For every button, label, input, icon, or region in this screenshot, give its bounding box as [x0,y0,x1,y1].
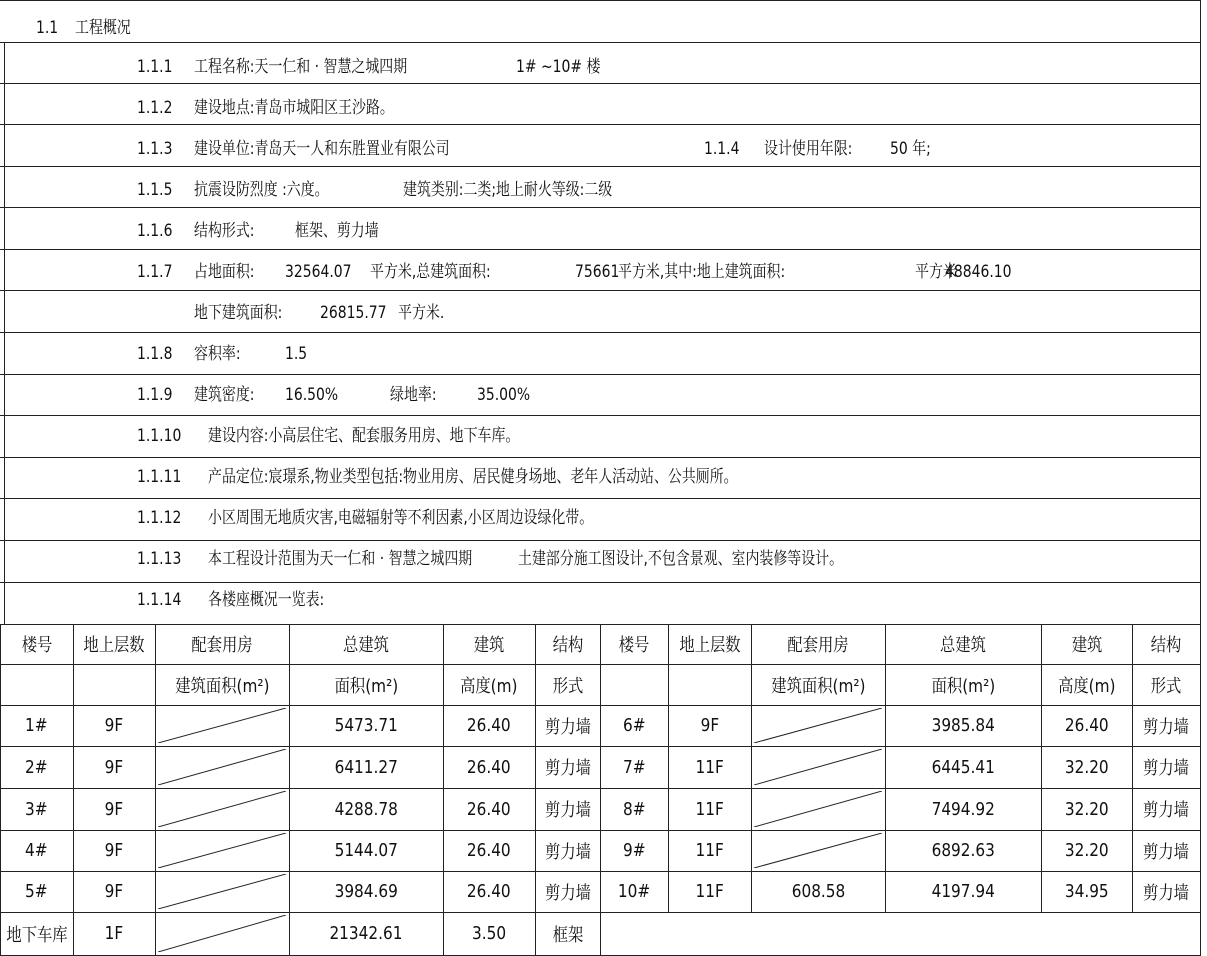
table-header-cell: 地上层数 [678,635,741,656]
line-text: 平方米,其中:地上建筑面积: [618,262,786,282]
rule-line [0,42,1200,43]
table-cell: 11F [695,840,724,861]
table-cell: 剪力墙 [544,758,591,779]
line-text: 建设内容:小高层住宅、配套服务用房、地下车库。 [208,426,520,446]
line-text: 占地面积: [194,262,255,282]
line-text: 建设地点:青岛市城阳区王沙路。 [194,98,394,118]
rule-line [0,290,1200,291]
rule-line [600,912,601,955]
table-cell: 8# [622,798,646,820]
table-cell: 32.20 [1064,798,1109,820]
table-cell: 26.40 [1064,715,1109,736]
table-cell: 3984.69 [334,881,398,902]
line-num: 1.1.7 [137,262,173,282]
table-cell: 26.40 [467,798,511,820]
table-header-cell: 高度(m) [460,675,518,697]
rule-line [0,249,1200,250]
table-header-cell: 面积(m²) [334,675,398,697]
rule-line [0,498,1200,499]
table-header-cell: 面积(m²) [931,675,995,697]
table-header-cell: 形式 [552,675,583,697]
line-extra: 设计使用年限: [764,139,853,159]
table-cell: 26.40 [467,756,511,778]
table-cell: 剪力墙 [1143,841,1189,863]
line-text: 工程名称:天一仁和 · 智慧之城四期 [194,57,408,77]
empty-cell-slash [158,749,286,785]
table-cell: 32.20 [1064,840,1109,861]
table-cell: 26.40 [467,840,511,861]
table-cell: 1F [104,923,124,944]
table-header-cell: 建筑 [473,635,505,656]
table-header-cell: 结构 [1150,635,1182,656]
table-cell: 26.40 [467,881,511,902]
table-cell: 9F [104,756,124,778]
table-cell: 9# [622,840,646,861]
section-title: 工程概况 [75,18,131,38]
table-cell: 3985.84 [931,715,995,736]
table-cell: 9F [104,840,124,861]
line-num: 1.1.1 [137,57,173,77]
table-cell: 26.40 [467,715,511,736]
table-cell: 9F [104,798,124,820]
empty-cell-slash [158,833,286,868]
line-text: 抗震设防烈度 :六度。 [194,180,329,200]
table-cell: 2# [25,756,48,778]
rule-line [1200,624,1201,912]
table-cell: 21342.61 [329,923,403,944]
table-cell: 11F [695,881,724,902]
table-header-cell: 形式 [1150,675,1182,697]
line-text: 平方米. [398,303,445,323]
empty-cell-slash [754,749,882,785]
table-cell: 剪力墙 [544,841,591,863]
line-extra-value: 50 年; [890,139,931,159]
table-cell: 4197.94 [931,881,995,902]
table-cell: 7# [622,756,646,778]
empty-cell-slash [158,915,286,952]
table-header-cell: 建筑面积(m²) [770,675,866,697]
line-text: 建设单位:青岛天一人和东胜置业有限公司 [194,139,450,159]
table-cell: 32.20 [1064,756,1109,778]
line-num: 1.1.11 [137,467,182,487]
table-cell: 9F [700,715,719,736]
rule-line [0,332,1200,333]
line-text: 平方米 [915,262,957,282]
table-header-cell: 总建筑 [940,635,986,656]
table-cell: 6411.27 [334,756,398,778]
table-cell: 剪力墙 [1143,716,1189,738]
table-header-cell: 建筑 [1071,635,1102,656]
rule-line [0,540,1200,541]
table-cell: 3# [25,798,48,820]
table-cell: 7494.92 [931,798,995,820]
line-text: 各楼座概况一览表: [208,590,325,610]
table-header-cell: 楼号 [618,635,650,656]
table-cell: 4# [25,840,48,861]
line-num: 1.1.9 [137,385,173,405]
table-cell: 5# [25,881,48,902]
empty-cell-slash [158,791,286,827]
line-value: 1.5 [285,344,308,364]
rule-line [0,166,1200,167]
empty-cell-slash [158,708,286,743]
line-text: 绿地率: [390,385,437,405]
line-num: 1.1.14 [137,590,182,610]
line-text: 小区周围无地质灾害,电磁辐射等不利因素,小区周边设绿化带。 [208,508,594,528]
rule-line [0,207,1200,208]
line-num: 1.1.6 [137,221,173,241]
line-num: 1.1.12 [137,508,182,528]
line-text: 产品定位:宸璟系,物业类型包括:物业用房、居民健身场地、老年人活动站、公共厕所。 [208,467,738,487]
line-num: 1.1.3 [137,139,173,159]
table-cell: 6892.63 [931,840,995,861]
line-value: 75661 [575,262,620,282]
table-header-cell: 地上层数 [83,635,145,656]
table-header-cell: 配套用房 [787,635,849,656]
line-extra: 建筑类别:二类;地上耐火等级:二级 [403,180,613,200]
table-cell: 框架 [552,924,583,946]
empty-cell-slash [158,874,286,909]
rule-line [0,374,1200,375]
section-number: 1.1 [36,18,59,38]
rule-line [0,124,1200,125]
line-num: 1.1.13 [137,549,182,569]
line-text: 建筑密度: [194,385,255,405]
rule-line [0,0,1200,1]
table-cell: 3.50 [471,923,507,944]
table-cell: 6445.41 [931,756,995,778]
table-cell: 6# [622,715,646,736]
table-cell: 1# [25,715,48,736]
table-header-cell: 结构 [552,635,583,656]
table-cell: 剪力墙 [1143,758,1189,779]
rule-line [4,42,5,624]
rule-line [0,83,1200,84]
table-cell: 11F [695,798,724,820]
line-extra: 框架、剪力墙 [295,221,379,241]
table-cell: 11F [695,756,724,778]
line-num: 1.1.10 [137,426,182,446]
table-cell: 4288.78 [334,798,398,820]
rule-line [0,415,1200,416]
line-text: 结构形式: [194,221,255,241]
line-value: 32564.07 [285,262,352,282]
table-header-cell: 楼号 [21,635,52,656]
line-extra: 1# ~10# 楼 [516,57,601,77]
table-cell: 9F [104,881,124,902]
line-text: 容积率: [194,344,241,364]
table-cell: 剪力墙 [544,800,591,821]
empty-cell-slash [754,708,882,743]
line-text: 地下建筑面积: [194,303,283,323]
line-num: 1.1.2 [137,98,173,118]
table-header-cell: 配套用房 [191,635,253,656]
line-num: 1.1.5 [137,180,173,200]
table-cell: 10# [617,881,651,902]
table-cell: 剪力墙 [544,882,591,904]
table-cell: 34.95 [1064,881,1109,902]
line-value: 35.00% [477,385,531,405]
line-text: 平方米,总建筑面积: [370,262,491,282]
table-cell: 剪力墙 [544,716,591,738]
rule-line [0,582,1200,583]
table-cell: 5144.07 [334,840,398,861]
table-header-cell: 总建筑 [343,635,389,656]
rule-line [0,457,1200,458]
table-cell: 剪力墙 [1143,882,1189,904]
line-extra-num: 1.1.4 [704,139,740,159]
line-num: 1.1.8 [137,344,173,364]
table-header-cell: 高度(m) [1057,675,1116,697]
table-header-cell: 建筑面积(m²) [174,675,270,697]
empty-cell-slash [754,833,882,868]
table-cell: 5473.71 [334,715,398,736]
line-extra: 土建部分施工图设计,不包含景观、室内装修等设计。 [518,549,844,569]
table-cell: 剪力墙 [1143,800,1189,821]
line-value: 48846.10 [945,262,1012,282]
empty-cell-slash [754,791,882,827]
line-value: 16.50% [285,385,339,405]
table-cell: 608.58 [791,881,845,902]
table-cell: 9F [104,715,124,736]
table-cell: 地下车库 [5,924,68,946]
line-value: 26815.77 [320,303,387,323]
line-text: 本工程设计范围为天一仁和 · 智慧之城四期 [208,549,473,569]
